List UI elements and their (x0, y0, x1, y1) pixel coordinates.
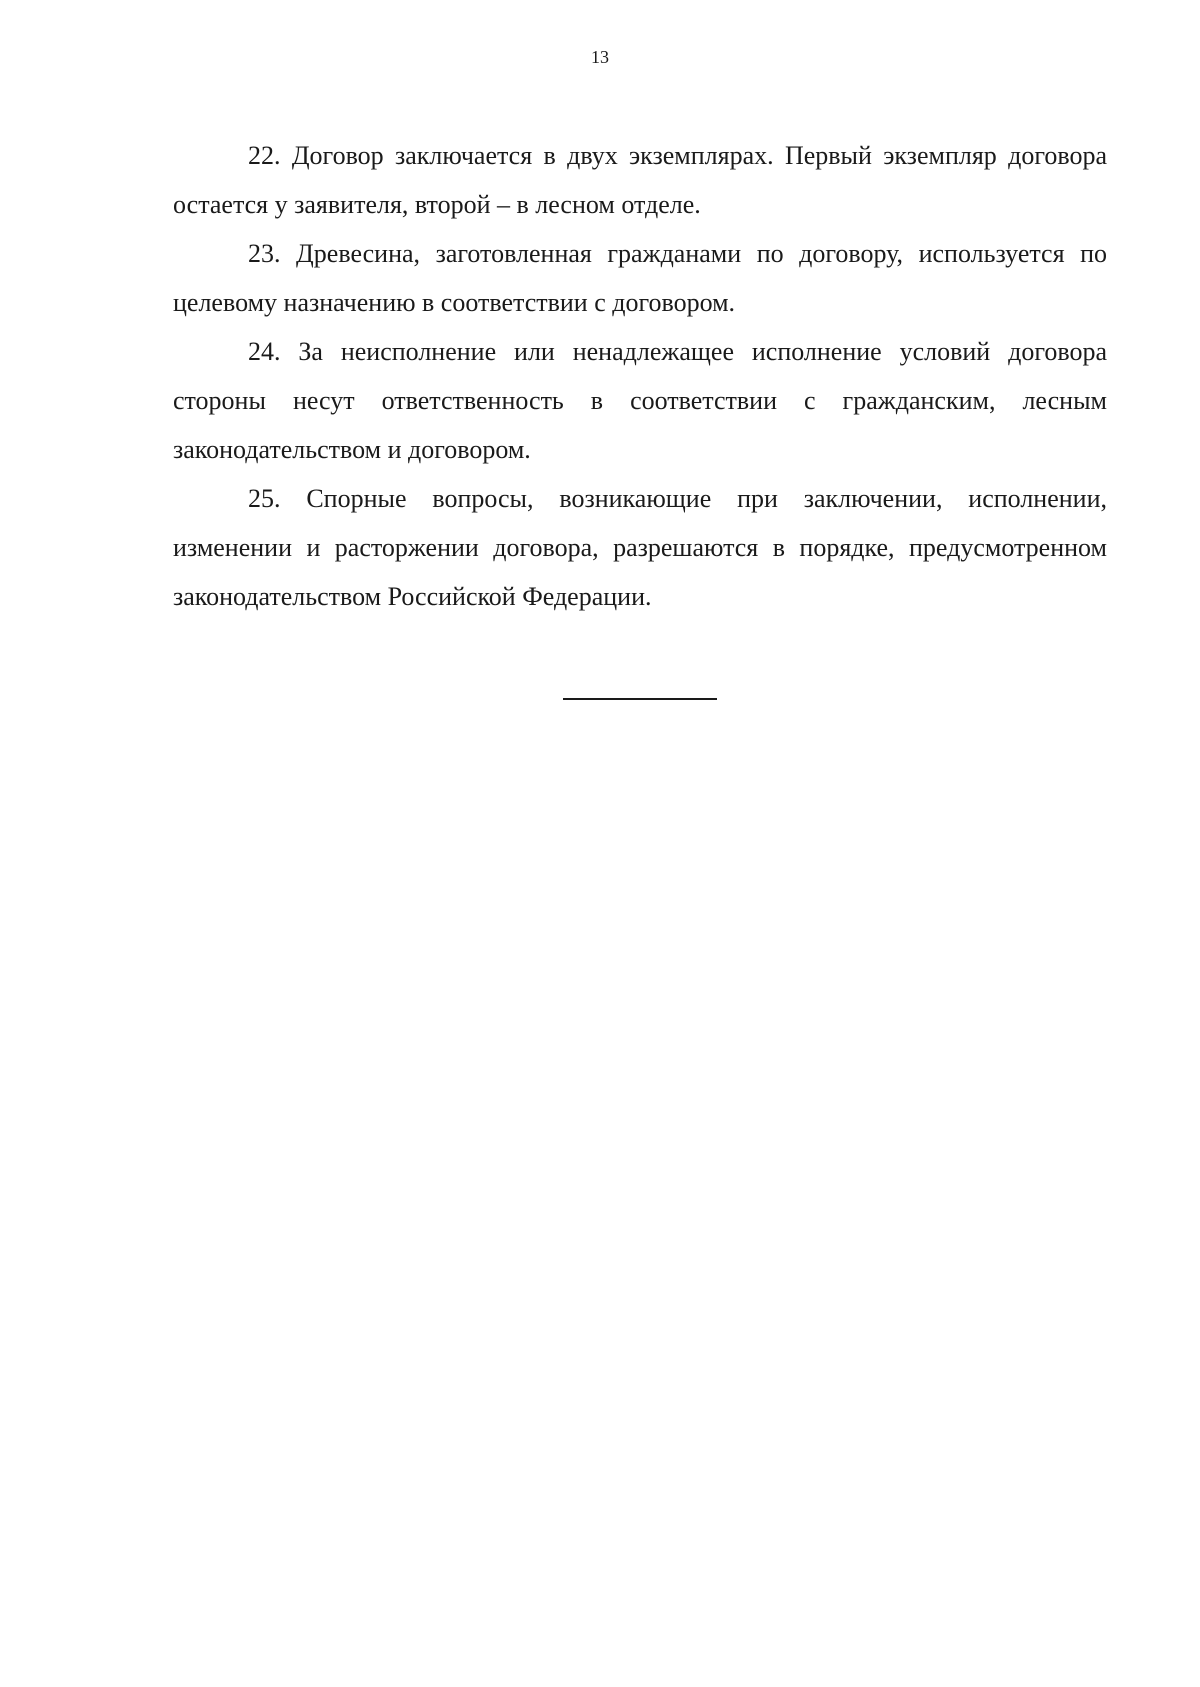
clause-24: 24. За неисполнение или ненадлежащее исполнение условий договора стороны несут ответственность в соответствии с гражданским, лесным законодательством и договором. (173, 337, 1107, 464)
clause-23: 23. Древесина, заготовленная гражданами по договору, используется по целевому назначению в соответствии с договором. (173, 239, 1107, 317)
end-of-document-rule (563, 698, 717, 700)
page-number: 13 (591, 47, 609, 67)
clause-22: 22. Договор заключается в двух экземплярах. Первый экземпляр договора остается у заявителя, второй – в лесном отделе. (173, 141, 1107, 219)
document-body (173, 131, 1107, 621)
clause-25: 25. Спорные вопросы, возникающие при заключении, исполнении, изменении и расторжении договора, разрешаются в порядке, предусмотренном законодательством Российской Федерации. (173, 484, 1107, 611)
